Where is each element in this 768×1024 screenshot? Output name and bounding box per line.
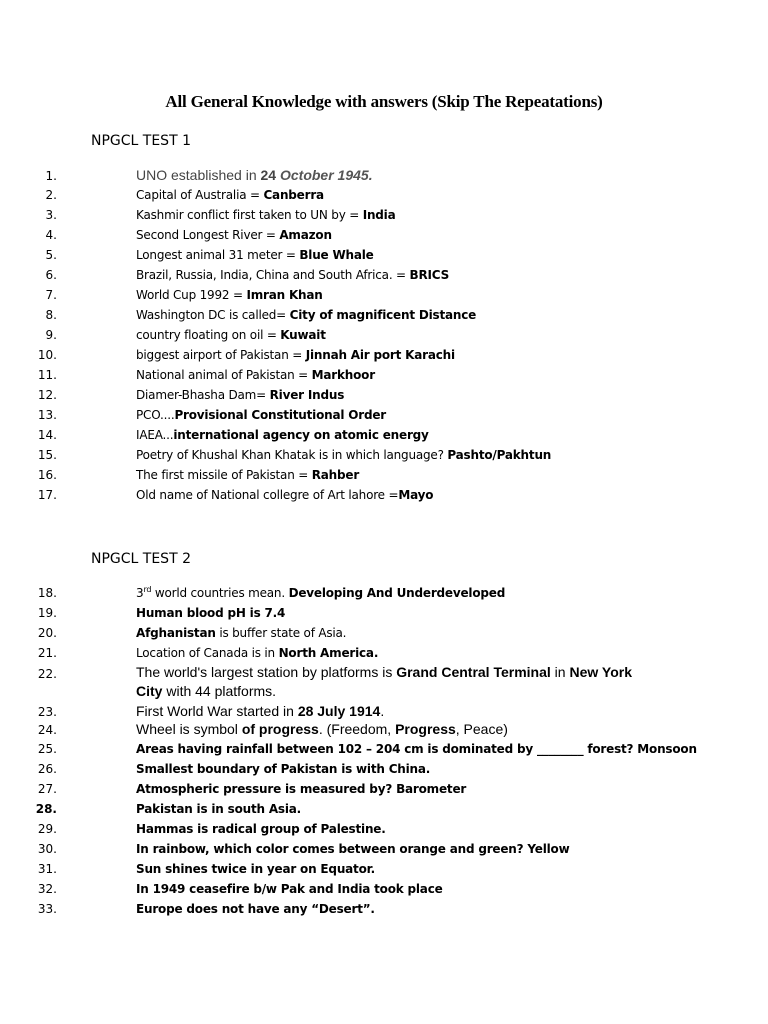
item-number: 11. — [37, 368, 57, 382]
section-heading-test-1: NPGCL TEST 1 — [91, 133, 191, 149]
item-number: 5. — [45, 248, 57, 262]
item-text: Sun shines twice in year on Equator. — [136, 862, 375, 876]
item-number: 8. — [45, 308, 57, 322]
item-text: Areas having rainfall between 102 – 204 cm is dominated by ________ forest? Monsoon — [136, 742, 697, 756]
item-number: 19. — [37, 606, 57, 620]
item-text: Washington DC is called= City of magnificent Distance — [136, 308, 477, 322]
item-text: Wheel is symbol of progress. (Freedom, Progress, Peace) — [136, 721, 508, 737]
item-text: biggest airport of Pakistan = Jinnah Air port Karachi — [136, 348, 455, 362]
item-number: 25. — [37, 742, 57, 756]
item-text: Smallest boundary of Pakistan is with China. — [136, 762, 431, 776]
item-number: 29. — [37, 822, 57, 836]
item-number: 27. — [37, 782, 57, 796]
item-number: 33. — [37, 902, 57, 916]
item-number: 12. — [37, 388, 57, 402]
item-number: 18. — [37, 586, 57, 600]
item-text-continued: City with 44 platforms. — [136, 683, 277, 699]
item-number: 10. — [37, 348, 57, 362]
item-number: 9. — [45, 328, 57, 342]
item-text: National animal of Pakistan = Markhoor — [136, 368, 375, 382]
item-number: 17. — [37, 488, 57, 502]
item-number: 4. — [45, 228, 57, 242]
section-heading-test-2: NPGCL TEST 2 — [91, 551, 191, 567]
item-number: 21. — [37, 646, 57, 660]
item-number: 6. — [45, 268, 57, 282]
item-number: 24. — [37, 723, 57, 737]
item-number: 2. — [45, 188, 57, 202]
item-text: Second Longest River = Amazon — [136, 228, 332, 242]
item-text: Atmospheric pressure is measured by? Barometer — [136, 782, 467, 796]
item-number: 3. — [45, 208, 57, 222]
item-text: In 1949 ceasefire b/w Pak and India took place — [136, 882, 443, 896]
item-text: Capital of Australia = Canberra — [136, 188, 324, 202]
item-number: 23. — [37, 705, 57, 719]
item-text: Afghanistan is buffer state of Asia. — [136, 626, 347, 640]
item-number: 15. — [37, 448, 57, 462]
item-text: First World War started in 28 July 1914. — [136, 703, 385, 719]
item-number: 7. — [45, 288, 57, 302]
item-number: 13. — [37, 408, 57, 422]
item-text: In rainbow, which color comes between orange and green? Yellow — [136, 842, 570, 856]
item-text: Europe does not have any “Desert”. — [136, 902, 375, 916]
item-text: The first missile of Pakistan = Rahber — [136, 468, 360, 482]
item-text: Pakistan is in south Asia. — [136, 802, 302, 816]
item-text: Kashmir conflict first taken to UN by = India — [136, 208, 396, 222]
item-number: 26. — [37, 762, 57, 776]
item-number: 30. — [37, 842, 57, 856]
item-text: IAEA...international agency on atomic energy — [136, 428, 429, 442]
item-text: The world's largest station by platforms is Grand Central Terminal in New York — [136, 664, 632, 680]
item-text: Hammas is radical group of Palestine. — [136, 822, 386, 836]
item-number: 1. — [45, 169, 57, 183]
item-text: Poetry of Khushal Khan Khatak is in which language? Pashto/Pakhtun — [136, 448, 552, 462]
item-text: country floating on oil = Kuwait — [136, 328, 326, 342]
item-number: 28. — [35, 802, 57, 816]
item-text: Location of Canada is in North America. — [136, 646, 379, 660]
item-text: World Cup 1992 = Imran Khan — [136, 288, 323, 302]
item-text: Brazil, Russia, India, China and South Africa. = BRICS — [136, 268, 450, 282]
item-text: PCO....Provisional Constitutional Order — [136, 408, 387, 422]
item-text: Longest animal 31 meter = Blue Whale — [136, 248, 374, 262]
item-number: 16. — [37, 468, 57, 482]
item-text: Human blood pH is 7.4 — [136, 606, 286, 620]
item-number: 22. — [37, 667, 57, 681]
item-text: Diamer-Bhasha Dam= River Indus — [136, 388, 345, 402]
document-title: All General Knowledge with answers (Skip The Repeatations) — [165, 92, 603, 111]
item-number: 20. — [37, 626, 57, 640]
item-text: Old name of National collegre of Art lahore =Mayo — [136, 488, 434, 502]
item-text: 3rd world countries mean. Developing And Underdeveloped — [136, 585, 506, 600]
item-number: 31. — [37, 862, 57, 876]
item-text: UNO established in 24 October 1945. — [136, 167, 373, 183]
item-number: 32. — [37, 882, 57, 896]
item-number: 14. — [37, 428, 57, 442]
